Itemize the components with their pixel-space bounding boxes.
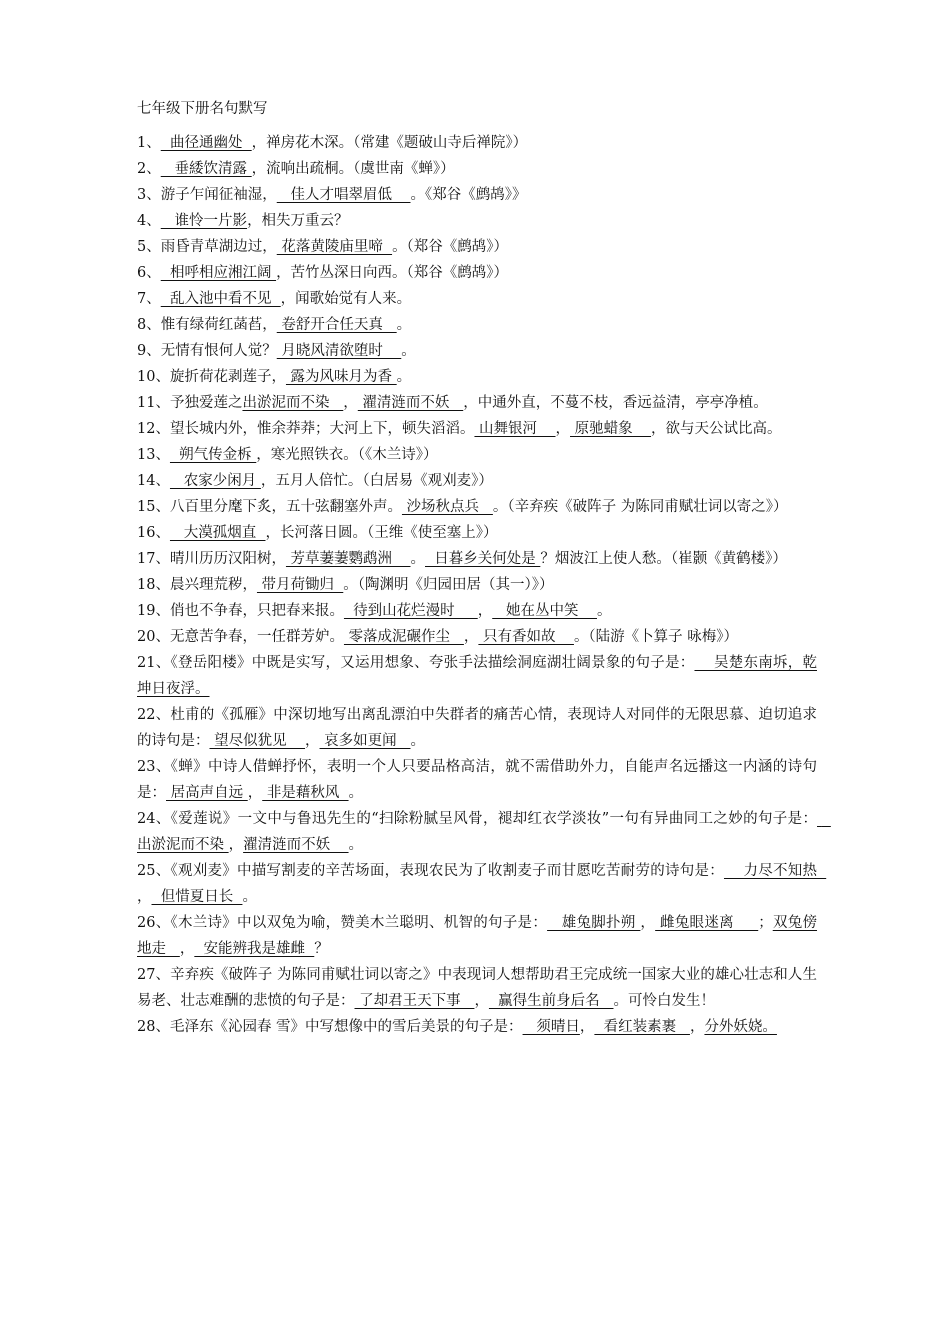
question-item <box>137 520 817 546</box>
question-text: 。可怜白发生！ <box>613 993 715 1009</box>
answer-blank: 雄兔脚扑朔 <box>547 915 641 931</box>
question-text: 17、晴川历历汉阳树， <box>137 551 286 567</box>
answer-blank: 原驰蜡象 <box>570 421 652 437</box>
answer-blank: 须晴日 <box>522 1019 580 1035</box>
answer-blank: 了却君王天下事 <box>354 993 475 1009</box>
question-text: 。 <box>396 369 412 385</box>
question-text: 。 <box>242 889 257 905</box>
question-text: 8、惟有绿荷红菡萏， <box>137 317 277 333</box>
answer-blank: 安能辨我是雄雌 <box>194 941 315 957</box>
answer-blank: 出淤泥而不染 <box>242 395 344 411</box>
question-text: ，欲与天公试比高。 <box>651 421 782 437</box>
question-item <box>137 650 817 702</box>
question-text: ，中通外直，不蔓不枝，香远益清，亭亭净植。 <box>463 395 768 411</box>
question-text: 14、 <box>137 473 170 489</box>
question-text: ，闻歌始觉有人来。 <box>280 291 412 307</box>
question-text: 28、毛泽东《沁园春 雪》中写想像中的雪后美景的句子是： <box>137 1019 523 1035</box>
question-text: ，流响出疏桐。（虞世南《蝉》） <box>251 161 455 177</box>
answer-blank: 非是藉秋风 <box>262 785 349 801</box>
answer-blank: 只有香如故 <box>478 629 574 645</box>
answer-blank: 看红装素裹 <box>594 1019 690 1035</box>
question-item <box>137 494 817 520</box>
question-item <box>137 156 817 182</box>
question-item <box>137 806 831 858</box>
question-text: 。 <box>596 603 612 619</box>
answer-blank: 濯清涟而不妖 <box>357 395 464 411</box>
answer-blank: 山舞银河 <box>474 421 556 437</box>
question-text: 。 <box>410 551 425 567</box>
question-text: 13、 <box>137 447 170 463</box>
question-text: 1、 <box>137 135 161 151</box>
answer-blank: 哀多如更闻 <box>319 733 411 749</box>
question-text: 16、 <box>137 525 170 541</box>
question-item <box>137 416 817 442</box>
question-item <box>137 182 817 208</box>
question-text: 27、辛弃疾《破阵子 为陈同甫赋壮词以寄之》中表现词人想帮助君王完成统一国家大业的雄心壮志和人生易老、壮志难酬的悲愤的句子是： <box>137 967 817 1009</box>
question-item <box>137 572 817 598</box>
answer-blank: 朔气传金柝 <box>169 447 257 463</box>
answer-blank: 分外妖娆。 <box>704 1019 777 1035</box>
answer-blank: 带月荷锄归 <box>256 577 344 593</box>
question-text: 24、《爱莲说》一文中与鲁迅先生的“扫除粉腻呈风骨，褪却红衣学淡妆”一句有异曲同工之妙的句子是： <box>137 811 817 827</box>
answer-blank: 卷舒开合任天真 <box>276 317 397 333</box>
question-text: 5、雨昏青草湖边过， <box>137 239 277 255</box>
question-text: ， <box>477 603 493 619</box>
question-text: 9、无情有恨何人觉？ <box>137 343 277 359</box>
question-item <box>137 130 817 156</box>
document-title: 七年级下册名句默写 <box>137 101 268 117</box>
answer-blank: 大漠孤烟直 <box>169 525 266 541</box>
question-item <box>137 1014 817 1040</box>
question-text: ， <box>179 941 195 957</box>
question-text: ， <box>474 993 489 1009</box>
question-item <box>137 234 817 260</box>
question-text: 。 <box>348 785 364 801</box>
question-item <box>137 312 817 338</box>
answer-blank: 雌兔眼迷离 <box>655 915 759 931</box>
question-item <box>137 754 817 806</box>
answer-blank: 芳草萋萋鹦鹉洲 <box>285 551 411 567</box>
question-text: ， <box>579 1019 595 1035</box>
question-text: ， <box>343 395 358 411</box>
question-text: ，长河落日圆。（王维《使至塞上》） <box>265 525 498 541</box>
answer-blank: 月晓风清欲堕时 <box>276 343 402 359</box>
answer-blank: 日暮乡关何处是 <box>425 551 541 567</box>
question-text: ， <box>640 915 656 931</box>
answer-blank: 沙场秋点兵 <box>401 499 493 515</box>
question-item <box>137 442 817 468</box>
question-text: 22、杜甫的《孤雁》中深切地写出离乱漂泊中失群者的痛苦心情，表现诗人对同伴的无限思慕、迫切追求的诗句是： <box>137 707 817 749</box>
question-text: ， <box>247 785 263 801</box>
question-text: 。 <box>410 733 425 749</box>
question-item <box>137 468 817 494</box>
question-text: ； <box>758 915 773 931</box>
answer-blank: 零落成泥碾作尘 <box>343 629 464 645</box>
answer-blank: 但惜夏日长 <box>151 889 243 905</box>
answer-blank: 乱入池中看不见 <box>160 291 281 307</box>
question-text: 26、《木兰诗》中以双兔为喻，赞美木兰聪明、机智的句子是： <box>137 915 548 931</box>
answer-blank: 待到山花烂漫时 <box>343 603 478 619</box>
answer-blank: 花落黄陵庙里啼 <box>276 239 393 255</box>
answer-blank: 谁怜一片影 <box>160 213 248 229</box>
question-text: 4、 <box>137 213 161 229</box>
answer-blank: 赢得生前身后名 <box>488 993 614 1009</box>
question-list <box>137 130 831 1040</box>
question-item <box>137 598 817 624</box>
question-item <box>137 962 817 1014</box>
answer-blank: 垂緌饮清露 <box>160 161 252 177</box>
question-text: ，相失万重云？ <box>247 213 349 229</box>
question-text: ， <box>689 1019 705 1035</box>
question-item <box>137 260 817 286</box>
question-text: 11、予独爱莲之 <box>137 395 243 411</box>
question-text: 3、游子乍闻征袖湿， <box>137 187 277 203</box>
answer-blank: 双兔傍地走 <box>137 915 818 957</box>
question-text: ，寒光照铁衣。（《木兰诗》） <box>256 447 438 463</box>
question-text: 2、 <box>137 161 161 177</box>
question-text: 。（陶渊明《归园田居（其一）》） <box>343 577 554 593</box>
question-text: ？ <box>314 941 329 957</box>
question-text: ， <box>463 629 479 645</box>
answer-blank: 力尽不知热 <box>723 863 827 879</box>
question-item <box>137 702 817 754</box>
question-text: ， <box>555 421 570 437</box>
question-text: 。（陆游《卜算子 咏梅》） <box>573 629 739 645</box>
question-item <box>137 546 817 572</box>
question-text: ， <box>228 837 244 853</box>
question-text: 18、晨兴理荒秽， <box>137 577 257 593</box>
answer-blank: 吴楚东南坼，乾坤日夜浮。 <box>137 655 817 697</box>
question-item <box>137 858 827 910</box>
answer-blank: 望尽似犹见 <box>209 733 306 749</box>
question-item <box>137 390 817 416</box>
answer-blank: 濯清涟而不妖 <box>243 837 349 853</box>
question-text: ？烟波江上使人愁。（崔颢《黄鹤楼》） <box>540 551 787 567</box>
question-text: 23、《蝉》中诗人借蝉抒怀，表明一个人只要品格高洁，就不需借助外力，自能声名远播这一内涵的诗句是： <box>137 759 817 801</box>
question-text: 。《郑谷《鹧鸪》》 <box>410 187 527 203</box>
question-text: ， <box>305 733 320 749</box>
question-text: ， <box>137 889 152 905</box>
answer-blank: 佳人才唱翠眉低 <box>276 187 411 203</box>
question-text: 7、 <box>137 291 161 307</box>
question-item <box>137 364 817 390</box>
question-text: 。（郑谷《鹧鸪》） <box>392 239 509 255</box>
answer-blank: 居高声自远 <box>166 785 248 801</box>
question-text: 。（辛弃疾《破阵子 为陈同甫赋壮词以寄之》） <box>492 499 788 515</box>
document-page <box>137 96 831 1040</box>
question-text: ，五月人倍忙。（白居易《观刈麦》） <box>260 473 493 489</box>
question-item <box>137 624 817 650</box>
question-text: 20、无意苦争春，一任群芳妒。 <box>137 629 344 645</box>
question-text: 19、俏也不争春，只把春来报。 <box>137 603 344 619</box>
question-text: 6、 <box>137 265 161 281</box>
question-text: ，禅房花木深。（常建《题破山寺后禅院》） <box>251 135 528 151</box>
answer-blank: 露为风味月为香 <box>285 369 397 385</box>
question-item <box>137 208 817 234</box>
answer-blank: 曲径通幽处 <box>160 135 252 151</box>
question-item <box>137 286 817 312</box>
question-item <box>137 910 817 962</box>
question-text: 。 <box>401 343 416 359</box>
answer-blank: 她在丛中笑 <box>492 603 597 619</box>
question-item <box>137 338 817 364</box>
question-text: 25、《观刈麦》中描写割麦的辛苦场面，表现农民为了收割麦子而甘愿吃苦耐劳的诗句是： <box>137 863 724 879</box>
question-text: 。 <box>348 837 364 853</box>
question-text: 21、《登岳阳楼》中既是实写，又运用想象、夸张手法描绘洞庭湖壮阔景象的句子是： <box>137 655 695 671</box>
question-text: 10、旋折荷花剥莲子， <box>137 369 286 385</box>
answer-blank: 农家少闲月 <box>169 473 261 489</box>
question-text: 。 <box>396 317 412 333</box>
answer-blank: 出淤泥而不染 <box>137 811 831 853</box>
question-text: 12、望长城内外，惟余莽莽；大河上下，顿失滔滔。 <box>137 421 475 437</box>
question-text: ，苦竹丛深日向西。（郑谷《鹧鸪》） <box>276 265 509 281</box>
question-text: 15、八百里分麾下炙，五十弦翻塞外声。 <box>137 499 402 515</box>
answer-blank: 相呼相应湘江阔 <box>160 265 277 281</box>
